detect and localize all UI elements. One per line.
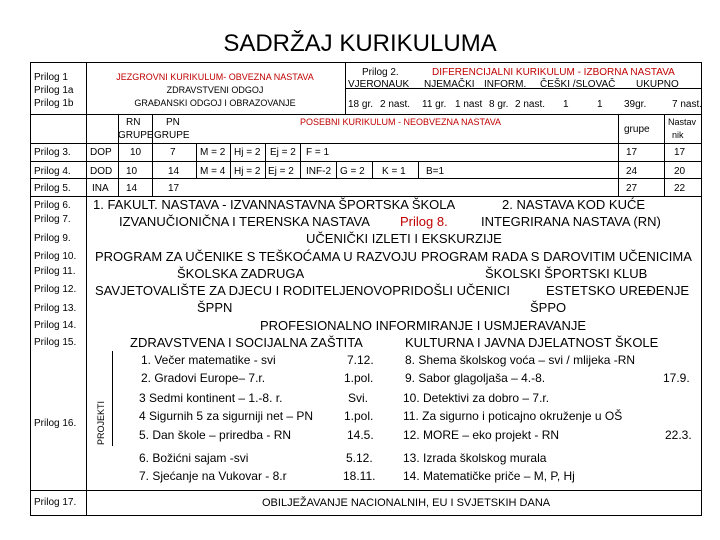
- prilog-8: Prilog 8.: [400, 214, 448, 229]
- rn-label: RN: [126, 117, 141, 128]
- prilog-14: Prilog 14.: [34, 320, 77, 331]
- dod-item-g: G = 2: [340, 166, 365, 177]
- zdravstveni-odgoj: ZDRAVSTVENI ODGOJ: [166, 85, 264, 95]
- row4-line: [30, 178, 702, 179]
- val-vjeronauk-nast: 2 nast.: [380, 99, 411, 110]
- dod-grupe: 24: [626, 166, 638, 177]
- gradanski-odgoj: GRAĐANSKI ODGOJ I OBRAZOVANJE: [134, 98, 296, 108]
- dod-item-m: M = 4: [200, 166, 226, 177]
- dop-item-m: M = 2: [200, 147, 226, 158]
- projekt-7: 7. Sjećanje na Vukovar - 8.r: [139, 469, 287, 483]
- posebni-heading: POSEBNI KURIKULUM - NEOBVEZNA NASTAVA: [300, 117, 502, 127]
- val-njemacki-gr: 11 gr.: [422, 99, 447, 110]
- prilog-11: Prilog 11.: [34, 266, 76, 277]
- skolska-zadruga: ŠKOLSKA ZADRUGA: [177, 266, 305, 281]
- ina-rn: 14: [126, 183, 138, 194]
- sppo: ŠPPO: [530, 300, 567, 315]
- ucenicki-izleti: UČENIČKI IZLETI I EKSKURZIJE: [306, 231, 502, 246]
- rows-items-divider-6: [372, 161, 373, 178]
- projekt-1: 1. Večer matematike - svi: [141, 353, 276, 367]
- dop-item-f: F = 1: [306, 147, 330, 158]
- dod-code: DOD: [90, 166, 113, 177]
- dod-item-k: K = 1: [382, 166, 406, 177]
- nastavnik-divider: [664, 114, 665, 196]
- ina-pn: 17: [168, 183, 180, 194]
- pn-label: PN: [166, 117, 180, 128]
- prilog-12: Prilog 12.: [34, 284, 77, 295]
- prilog-10: Prilog 10.: [34, 251, 77, 262]
- prilog-3: Prilog 3.: [34, 147, 71, 158]
- prilog-4: Prilog 4.: [34, 166, 71, 177]
- rows-items-divider-2: [230, 143, 231, 178]
- grupe-label: grupe: [624, 124, 650, 135]
- col-inform: INFORM.: [484, 79, 527, 90]
- skolski-sportski-klub: ŠKOLSKI ŠPORTSKI KLUB: [485, 266, 648, 281]
- zdravstvena-zastita: ZDRAVSTVENA I SOCIJALNA ZAŠTITA: [130, 335, 363, 350]
- row3-line: [30, 161, 702, 162]
- dod-item-ej: Ej = 2: [268, 166, 294, 177]
- grupe-divider: [618, 114, 619, 196]
- savjetovaliste: SAVJETOVALIŠTE ZA DJECU I RODITELJE: [95, 283, 355, 298]
- dod-nastavnik: 20: [674, 166, 686, 177]
- ina-grupe: 27: [626, 183, 638, 194]
- projekt-2: 2. Gradovi Europe– 7.r.: [141, 371, 266, 385]
- rows-rn-divider: [118, 143, 119, 196]
- val-inform-gr: 8 gr.: [489, 99, 509, 110]
- rn-grupe: GRUPE: [118, 130, 154, 141]
- fakult-nastava: 1. FAKULT. NASTAVA - IZVANNASTAVNA ŠPORTSKA ŠKOLA: [93, 197, 456, 212]
- val-njemacki-nast: 1 nast: [455, 99, 483, 110]
- projekt-4-date: 1.pol.: [344, 409, 374, 423]
- program-teskoce: PROGRAM ZA UČENIKE S TEŠKOĆAMA U RAZVOJU: [95, 249, 417, 264]
- dop-item-ej: Ej = 2: [270, 147, 296, 158]
- header-bottom-line: [30, 114, 702, 115]
- program-daroviti: PROGRAM RADA S DAROVITIM UČENICIMA: [421, 249, 692, 264]
- dop-grupe: 17: [626, 147, 638, 158]
- projekt-10: 10. Detektivi za dobro – 7.r.: [403, 391, 550, 405]
- projekt-9-date: 17.9.: [663, 371, 690, 385]
- sppn: ŠPPN: [197, 300, 233, 315]
- projekt-12-date: 22.3.: [665, 428, 692, 442]
- dop-rn: 10: [130, 147, 142, 158]
- prilog-15: Prilog 15.: [34, 337, 77, 348]
- projekt-13: 13. Izrada školskog murala: [403, 451, 547, 465]
- dod-item-b: B=1: [426, 166, 445, 177]
- dod-rn: 10: [126, 166, 138, 177]
- val-ukupno-nast: 7 nast.: [672, 99, 703, 110]
- projekt-1-date: 7.12.: [347, 353, 374, 367]
- prilog-1a: Prilog 1a: [34, 85, 74, 96]
- val-vjeronauk-gr: 18 gr.: [348, 99, 374, 110]
- dod-item-inf: INF-2: [306, 166, 331, 177]
- projekti-label: PROJEKTI: [96, 400, 106, 445]
- izvanucionicna: IZVANUČIONIČNA I TERENSKA NASTAVA: [119, 214, 370, 229]
- rows-items-divider-3: [265, 143, 266, 178]
- kulturna-djelatnost: KULTURNA I JAVNA DJELATNOST ŠKOLE: [405, 335, 659, 350]
- profesionalno-informiranje: PROFESIONALNO INFORMIRANJE I USMJERAVANJE: [260, 318, 587, 333]
- val-ceski-2: 1: [597, 99, 603, 110]
- projekt-11: 11. Za sigurno i poticajno okruženje u OŠ: [403, 409, 623, 423]
- jezgrovni-heading: JEZGROVNI KURIKULUM- OBVEZNA NASTAVA: [116, 72, 314, 82]
- ina-code: INA: [92, 183, 109, 194]
- ina-nastavnik: 22: [674, 183, 686, 194]
- dod-pn: 14: [168, 166, 180, 177]
- val-ceski-1: 1: [563, 99, 569, 110]
- col-vjeronauk: VJERONAUK: [348, 79, 410, 90]
- rows-items-divider-4: [300, 143, 301, 178]
- pn-grupe: GRUPE: [154, 130, 190, 141]
- rows-items-divider-5: [336, 161, 337, 178]
- projekt-7-date: 18.11.: [343, 469, 376, 483]
- rows-items-divider: [196, 143, 197, 178]
- projekt-6-date: 5.12.: [346, 451, 373, 465]
- prilog-9: Prilog 9.: [34, 233, 71, 244]
- projekt-2-date: 1.pol.: [344, 371, 374, 385]
- rows-items-divider-7: [418, 161, 419, 178]
- diferencijalni-heading: DIFERENCIJALNI KURIKULUM - IZBORNA NASTAVA: [432, 67, 675, 78]
- projekt-3: 3 Sedmi kontinent – 1.-8. r.: [139, 391, 283, 405]
- col-ukupno: UKUPNO: [636, 79, 679, 90]
- novopridosli: NOVOPRIDOŠLI UČENICI: [354, 283, 511, 298]
- val-inform-nast: 2 nast.: [515, 99, 546, 110]
- nastava-kod-kuce: 2. NASTAVA KOD KUĆE: [502, 197, 646, 212]
- projekti-divider: [112, 351, 113, 446]
- estetsko-uredenje: ESTETSKO UREĐENJE: [546, 283, 690, 298]
- rows-pn-divider: [152, 143, 153, 196]
- prilog-5: Prilog 5.: [34, 183, 71, 194]
- prilog-1: Prilog 1: [34, 72, 68, 83]
- nastavnik-label-1: Nastav: [668, 117, 697, 127]
- dop-nastavnik: 17: [674, 147, 686, 158]
- obiljezavanje-dana: OBILJEŽAVANJE NACIONALNIH, EU I SVJETSKIH DANA: [262, 497, 551, 509]
- dop-code: DOP: [90, 147, 112, 158]
- prilog-1b: Prilog 1b: [34, 98, 74, 109]
- prilog-13: Prilog 13.: [34, 303, 77, 314]
- projekt-8: 8. Shema školskog voća – svi / mlijeka -RN: [405, 353, 636, 367]
- projekt-5-date: 14.5.: [347, 428, 374, 442]
- projekt-6: 6. Božićni sajam -svi: [139, 451, 249, 465]
- left-column-divider: [86, 62, 87, 516]
- dod-item-hj: Hj = 2: [234, 166, 261, 177]
- prilog-17: Prilog 17.: [34, 497, 77, 508]
- projekt-9: 9. Sabor glagoljaša – 4.-8.: [405, 371, 546, 385]
- projekt-5: 5. Dan škole – priredba - RN: [139, 428, 292, 442]
- integrirana-nastava: INTEGRIRANA NASTAVA (RN): [481, 214, 661, 229]
- subheader-bottom-line: [30, 143, 702, 144]
- page-title: SADRŽAJ KURIKULUMA: [223, 30, 497, 57]
- projekt-12: 12. MORE – eko projekt - RN: [403, 428, 560, 442]
- projekt-4: 4 Sigurnih 5 za sigurniji net – PN: [139, 409, 314, 423]
- prilog-7: Prilog 7.: [34, 214, 71, 225]
- dop-item-hj: Hj = 2: [234, 147, 261, 158]
- footer-row-line: [30, 490, 702, 491]
- col-ceski: ČEŠKI /SLOVAČ: [540, 79, 616, 90]
- nastavnik-label-2: nik: [672, 130, 684, 140]
- prilog-16: Prilog 16.: [34, 418, 77, 429]
- val-ukupno-gr: 39gr.: [624, 99, 647, 110]
- projekt-3-date: Svi.: [348, 391, 369, 405]
- prilog-2: Prilog 2.: [362, 67, 399, 78]
- dop-pn: 7: [170, 147, 176, 158]
- prilog-6: Prilog 6.: [34, 200, 71, 211]
- projekt-14: 14. Matematičke priče – M, P, Hj: [403, 469, 575, 483]
- col-njemacki: NJEMAČKI: [424, 79, 475, 90]
